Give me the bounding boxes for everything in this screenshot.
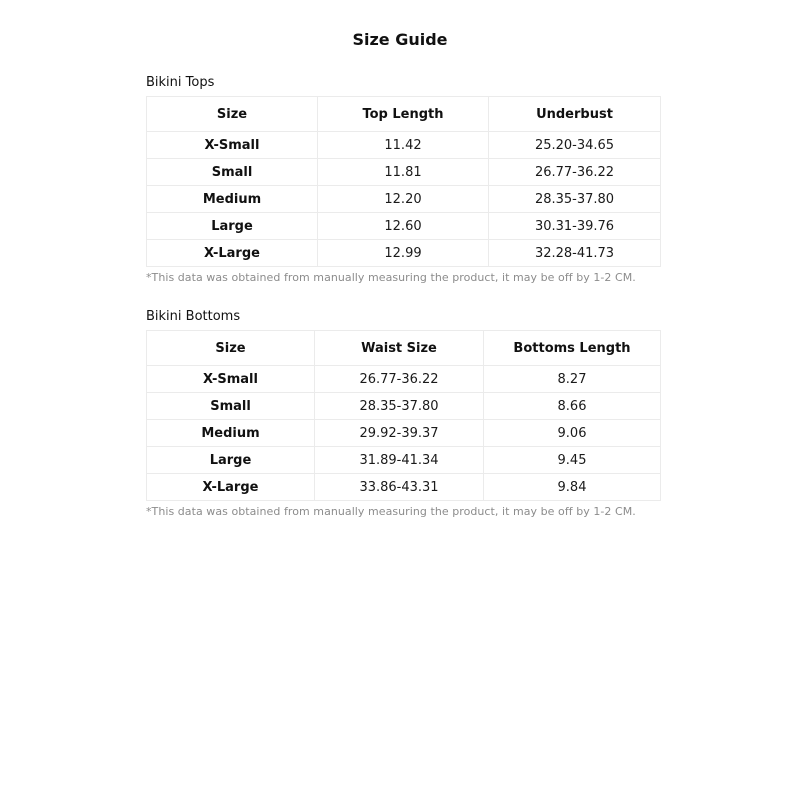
table-row — [147, 420, 661, 447]
bottoms-size-table — [146, 330, 661, 501]
bikini-tops-section — [146, 74, 660, 285]
column-header: Size — [147, 97, 318, 132]
top-length-cell: 12.20 — [318, 186, 489, 213]
size-cell: X-Large — [147, 240, 318, 267]
waist-size-cell: 26.77-36.22 — [315, 366, 484, 393]
bottoms-length-cell: 9.06 — [484, 420, 661, 447]
size-cell: X-Large — [147, 474, 315, 501]
column-header: Size — [147, 331, 315, 366]
tops-size-table — [146, 96, 661, 267]
waist-size-cell: 28.35-37.80 — [315, 393, 484, 420]
bottoms-length-cell: 8.27 — [484, 366, 661, 393]
size-cell: X-Small — [147, 132, 318, 159]
table-row — [147, 366, 661, 393]
table-row — [147, 132, 661, 159]
table-row — [147, 213, 661, 240]
size-cell: Small — [147, 393, 315, 420]
section-title-tops: Bikini Tops — [146, 75, 215, 90]
waist-size-cell: 31.89-41.34 — [315, 447, 484, 474]
bottoms-length-cell: 9.84 — [484, 474, 661, 501]
size-cell: Small — [147, 159, 318, 186]
table-row — [147, 447, 661, 474]
top-length-cell: 11.42 — [318, 132, 489, 159]
top-length-cell: 11.81 — [318, 159, 489, 186]
underbust-cell: 30.31-39.76 — [489, 213, 661, 240]
column-header: Underbust — [489, 97, 661, 132]
waist-size-cell: 29.92-39.37 — [315, 420, 484, 447]
underbust-cell: 28.35-37.80 — [489, 186, 661, 213]
table-row — [147, 240, 661, 267]
size-cell: Medium — [147, 420, 315, 447]
underbust-cell: 32.28-41.73 — [489, 240, 661, 267]
top-length-cell: 12.60 — [318, 213, 489, 240]
table-row — [147, 393, 661, 420]
measurement-note: *This data was obtained from manually measuring the product, it may be off by 1-2 CM. — [146, 271, 636, 284]
column-header: Bottoms Length — [484, 331, 661, 366]
size-cell: Large — [147, 213, 318, 240]
column-header: Top Length — [318, 97, 489, 132]
measurement-note: *This data was obtained from manually measuring the product, it may be off by 1-2 CM. — [146, 505, 636, 518]
size-cell: Large — [147, 447, 315, 474]
page-title: Size Guide — [352, 30, 448, 49]
underbust-cell: 25.20-34.65 — [489, 132, 661, 159]
section-title-bottoms: Bikini Bottoms — [146, 309, 241, 324]
top-length-cell: 12.99 — [318, 240, 489, 267]
size-cell: X-Small — [147, 366, 315, 393]
table-row — [147, 474, 661, 501]
size-cell: Medium — [147, 186, 318, 213]
bottoms-length-cell: 9.45 — [484, 447, 661, 474]
column-header: Waist Size — [315, 331, 484, 366]
bottoms-length-cell: 8.66 — [484, 393, 661, 420]
waist-size-cell: 33.86-43.31 — [315, 474, 484, 501]
table-header-row — [147, 331, 661, 366]
table-header-row — [147, 97, 661, 132]
underbust-cell: 26.77-36.22 — [489, 159, 661, 186]
table-row — [147, 186, 661, 213]
bikini-bottoms-section — [146, 308, 660, 519]
table-row — [147, 159, 661, 186]
